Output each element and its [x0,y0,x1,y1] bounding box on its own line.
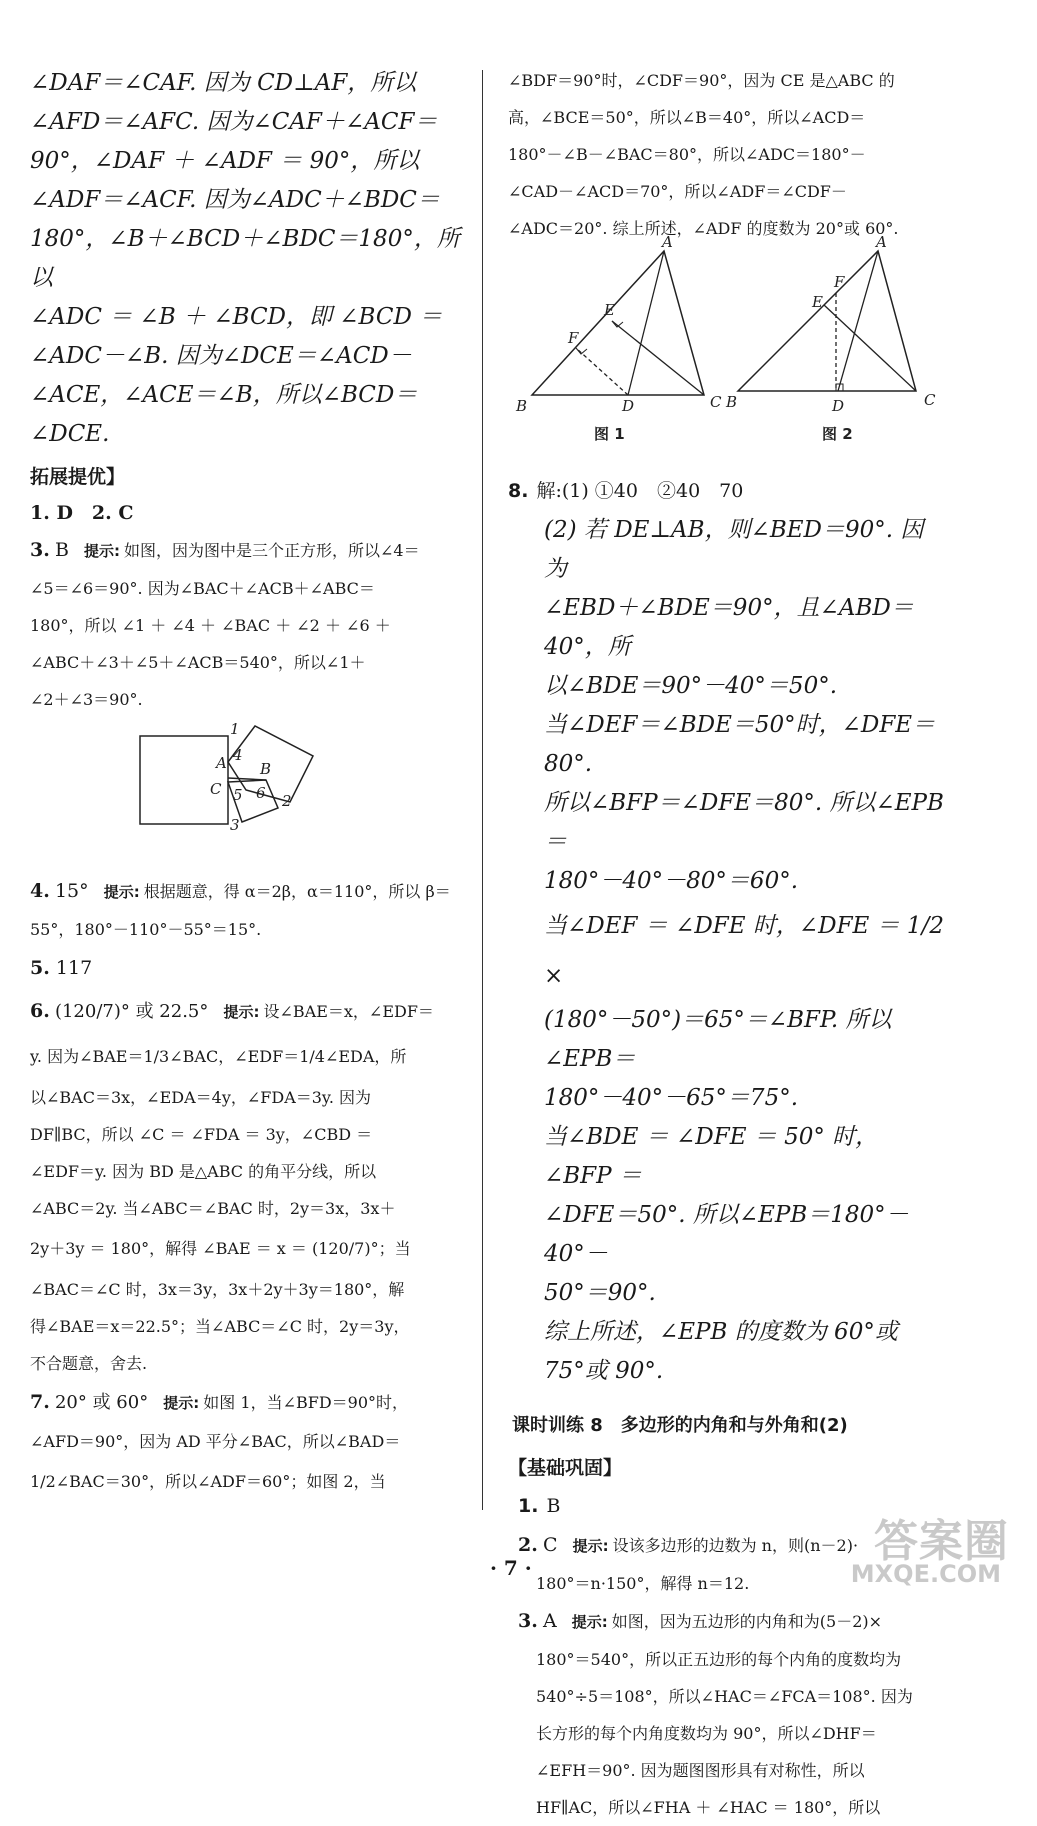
q8-head: 解:(1) ①40 ②40 70 [536,480,744,502]
text-line: ∠ACE，∠ACE＝∠B，所以∠BCD＝ [30,382,418,408]
text-line: 高，∠BCE＝50°，所以∠B＝40°，所以∠ACD＝ [508,108,866,127]
watermark-url: MXQE.COM [850,1560,1001,1588]
answers-1-2: 1. D 2. C [30,502,134,524]
r3-hint-line: 长方形的每个内角度数均为 90°，所以∠DHF＝ [536,1724,877,1743]
q4-answer: 15° [54,880,89,902]
q8-line: 当∠DEF＝∠BDE＝50°时，∠DFE＝80°. [544,712,936,777]
fig-label: 4 [233,746,243,764]
fig-label: A [876,233,887,251]
question-6 [30,988,460,1382]
q3-hint-line: ∠5＝∠6＝90°. 因为∠BAC＋∠ACB＋∠ABC＝ [30,579,375,598]
q7-continued [508,62,944,247]
q3-hint-line: 180°，所以 ∠1 ＋ ∠4 ＋ ∠BAC ＋ ∠2 ＋ ∠6 ＋ [30,616,391,635]
r3-hint-label: 提示: [571,1613,608,1631]
q8-line: 当∠DEF ＝ ∠DFE 时，∠DFE ＝ 1/2 × [544,913,944,989]
fig-label: 6 [256,784,266,802]
q6-hint-line: y. 因为∠BAE＝1/3∠BAC，∠EDF＝1/4∠EDA，所 [30,1047,407,1066]
text-line: ∠ADC－∠B. 因为∠DCE＝∠ACD－ [30,343,412,369]
q3-hint-label: 提示: [84,542,120,560]
q6-hint-line: ∠ABC＝2y. 当∠ABC＝∠BAC 时，2y＝3x，3x＋ [30,1199,396,1218]
page-number: · 7 · [490,1556,532,1580]
r3-hint-line: HF∥AC，所以∠FHA ＋ ∠HAC ＝ 180°，所以 [536,1798,881,1817]
figure-1-caption: 图 1 [594,425,625,443]
question-7 [30,1382,460,1504]
q6-hint-line: ∠EDF＝y. 因为 BD 是△ABC 的角平分线，所以 [30,1162,377,1181]
q8-line: (2) 若 DE⊥AB，则∠BED＝90°. 因为 [544,517,924,582]
figure-1 [515,233,722,443]
section-heading-jichu: 【基础巩固】 [508,1457,623,1479]
question-8 [508,471,944,1391]
question-3 [30,531,460,872]
fig-label: C [924,391,936,409]
figure-2-caption: 图 2 [822,425,853,443]
q3-hint-line: ∠ABC＋∠3＋∠5＋∠ACB＝540°，所以∠1＋ [30,653,366,672]
q3-answer: B [54,539,69,561]
q7-hint-line: 1/2∠BAC＝30°，所以∠ADF＝60°；如图 2，当 [30,1472,386,1491]
text-line: 90°，∠DAF ＋ ∠ADF ＝ 90°，所以 [30,148,420,174]
q5-answer: 117 [55,957,93,979]
q4-hint-line: 55°，180°－110°－55°＝15°. [30,920,262,939]
continued-proof [30,64,460,454]
fig-label: A [216,754,227,772]
fig-label: 3 [230,816,240,834]
q8-number: 8. [508,480,529,502]
fig-label: B [260,760,272,778]
q8-line: 180°－40°－65°＝75°. [544,1085,799,1111]
fig-label: 2 [282,792,292,810]
r2-hint-line: 180°＝n·150°，解得 n＝12. [536,1574,750,1593]
q6-number: 6. [30,1000,50,1022]
lesson-title: 课时训练 8 多边形的内角和与外角和(2) [512,1415,848,1436]
q6-hint-line: 设∠BAE＝x，∠EDF＝ [263,1002,434,1021]
text-line: ∠ADC＝20°. 综上所述，∠ADF 的度数为 20°或 60°. [508,219,899,238]
column-divider [482,70,483,1510]
q4-number: 4. [30,880,50,902]
text-line: 180°，∠B＋∠BCD＋∠BDC＝180°，所以 [30,226,460,291]
fig-label: E [604,301,615,319]
q8-line: ∠DFE＝50°. 所以∠EPB＝180°－40°－ [544,1202,909,1267]
watermark-logo: 答案圈 [874,1516,1009,1567]
r3-hint-line: 如图，因为五边形的内角和为(5－2)× [611,1612,883,1631]
q8-line: 50°＝90°. [544,1280,656,1306]
r3-hint-line: 180°＝540°，所以正五边形的每个内角的度数均为 [536,1650,902,1669]
q7-hint-label: 提示: [163,1394,200,1412]
q3-hint-line: ∠2＋∠3＝90°. [30,690,143,709]
fig-label: D [832,397,845,415]
r2-hint-line: 设该多边形的边数为 n，则(n－2)· [612,1536,859,1555]
r1-answer: B [546,1495,561,1517]
q6-hint-line: 不合题意，舍去. [30,1354,148,1373]
q8-line: 以∠BDE＝90°－40°＝50°. [544,673,838,699]
text-line: ∠DAF＝∠CAF. 因为 CD⊥AF，所以 [30,70,417,96]
q7-answer: 20° 或 60° [54,1392,149,1413]
q3-squares-figure [30,718,460,868]
q8-line: 综上所述，∠EPB 的度数为 60°或 75°或 90°. [544,1319,898,1384]
q3-number: 3. [30,539,50,561]
q3-hint-line: 如图，因为图中是三个正方形，所以∠4＝ [124,541,420,560]
r2-answer: C [542,1534,558,1556]
q8-line: (180°－50°)＝65°＝∠BFP. 所以∠EPB＝ [544,1007,892,1072]
q6-hint-line: 得∠BAE＝x＝22.5°；当∠ABC＝∠C 时，2y＝3y， [30,1317,410,1336]
q8-line: 当∠BDE ＝ ∠DFE ＝ 50° 时，∠BFP ＝ [544,1124,879,1189]
q4-hint-label: 提示: [103,883,140,901]
q7-number: 7. [30,1391,50,1413]
q6-hint-line: ∠BAC＝∠C 时，3x＝3y，3x＋2y＋3y＝180°，解 [30,1280,405,1299]
question-4 [30,872,460,948]
q8-line: 180°－40°－80°＝60°. [544,868,799,894]
left-column [30,64,460,1504]
text-line: ∠BDF＝90°时，∠CDF＝90°，因为 CE 是△ABC 的 [508,71,895,90]
q6-hint-line: 以∠BAC＝3x，∠EDA＝4y，∠FDA＝3y. 因为 [30,1088,372,1107]
fig-label: B [726,393,738,411]
fig-label: F [568,329,579,347]
r3-number: 3. [518,1610,538,1632]
q4-hint-line: 根据题意，得 α＝2β，α＝110°，所以 β＝ [143,882,451,901]
r2-number: 2. [518,1534,538,1556]
fig-label: 5 [233,786,243,804]
q7-hint-line: 如图 1，当∠BFD＝90°时， [203,1393,409,1412]
figure-2 [725,233,936,443]
q8-line: ∠EBD＋∠BDE＝90°，且∠ABD＝40°，所 [544,595,914,660]
text-line: ∠DCE. [30,421,110,447]
fig-label: C [710,393,722,411]
r3-hint-line: 540°÷5＝108°，所以∠HAC＝∠FCA＝108°. 因为 [536,1687,913,1706]
q6-hint-label: 提示: [223,1003,260,1021]
section-heading-tuozhan: 拓展提优】 [30,466,126,488]
r2-hint-label: 提示: [572,1537,609,1555]
text-line: ∠ADF＝∠ACF. 因为∠ADC＋∠BDC＝ [30,187,440,213]
fig-label: C [210,780,222,798]
r3-hint-line: ∠EFH＝90°. 因为题图图形具有对称性，所以 [536,1761,865,1780]
r3-answer: A [542,1610,557,1632]
text-line: ∠CAD－∠ACD＝70°，所以∠ADF＝∠CDF－ [508,182,847,201]
text-line: ∠AFD＝∠AFC. 因为∠CAF＋∠ACF＝ [30,109,438,135]
q8-line: 所以∠BFP＝∠DFE＝80°. 所以∠EPB＝ [544,790,944,855]
r1-number: 1. [518,1495,539,1517]
fig-label: B [516,397,528,415]
fig-label: A [662,233,673,251]
q6-hint-line: 2y＋3y ＝ 180°，解得 ∠BAE ＝ x ＝ (120/7)°；当 [30,1239,411,1258]
basic-question-3 [508,1602,944,1826]
fig-label: D [622,397,635,415]
fig-label: 1 [230,720,240,738]
text-line: ∠ADC ＝ ∠B ＋ ∠BCD，即 ∠BCD ＝ [30,304,443,330]
fig-label: E [812,293,823,311]
q7-hint-line: ∠AFD＝90°，因为 AD 平分∠BAC，所以∠BAD＝ [30,1432,401,1451]
q5-number: 5. [30,957,50,979]
q6-answer: (120/7)° 或 22.5° [54,1001,209,1022]
q6-hint-line: DF∥BC，所以 ∠C ＝ ∠FDA ＝ 3y，∠CBD ＝ [30,1125,373,1144]
fig-label: F [834,273,845,291]
triangle-figures [508,233,944,457]
text-line: 180°－∠B－∠BAC＝80°，所以∠ADC＝180°－ [508,145,866,164]
